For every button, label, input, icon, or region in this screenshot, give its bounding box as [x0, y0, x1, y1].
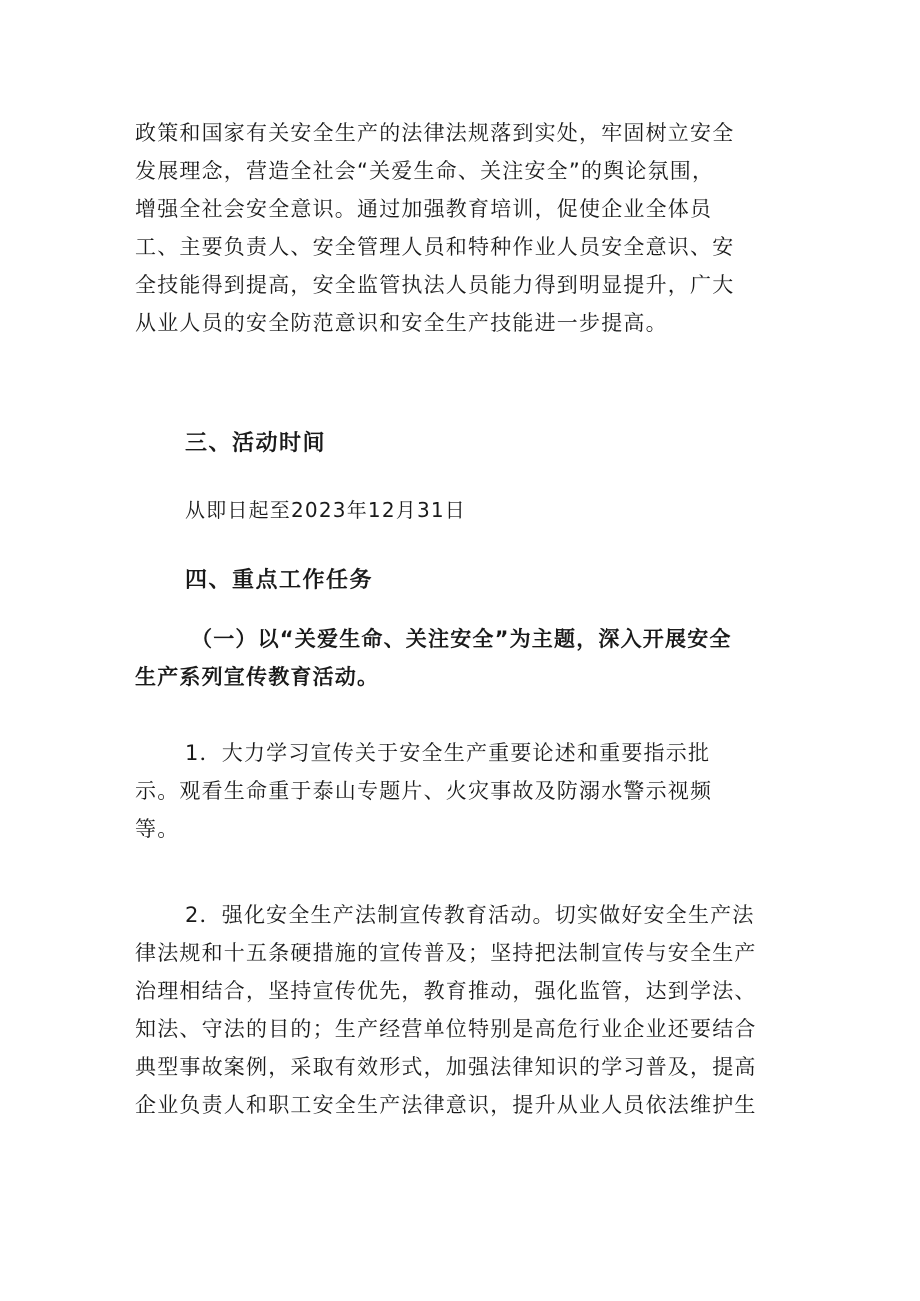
intro-paragraph — [135, 114, 795, 342]
paragraph-line: 知法、守法的目的；生产经营单位特别是高危行业企业还要结合 — [135, 1017, 757, 1041]
paragraph-line: 2．强化安全生产法制宣传教育活动。切实做好安全生产法 — [185, 903, 755, 927]
paragraph-line: 工、主要负责人、安全管理人员和特种作业人员安全意识、安 — [135, 235, 735, 259]
paragraph-line: 1．大力学习宣传关于安全生产重要论述和重要指示批 — [185, 741, 711, 765]
item-two-paragraph — [135, 896, 795, 1124]
section-three-heading: 三、活动时间 — [185, 431, 327, 456]
item-one-paragraph — [135, 734, 795, 848]
paragraph-line: 从业人员的安全防范意识和安全生产技能进一步提高。 — [135, 311, 668, 335]
paragraph-line: 律法规和十五条硬措施的宣传普及；坚持把法制宣传与安全生产 — [135, 941, 757, 965]
paragraph-line: 发展理念，营造全社会“关爱生命、关注安全”的舆论氛围， — [135, 159, 715, 183]
paragraph-line: 增强全社会安全意识。通过加强教育培训，促使企业全体员 — [135, 197, 713, 221]
subheading-line: （一）以“关爱生命、关注安全”为主题，深入开展安全 — [191, 627, 732, 651]
section-four-heading: 四、重点工作任务 — [185, 568, 374, 593]
paragraph-line: 示。观看生命重于泰山专题片、火灾事故及防溺水警示视频 — [135, 779, 713, 803]
paragraph-line: 典型事故案例，采取有效形式，加强法律知识的学习普及，提高 — [135, 1055, 757, 1079]
activity-time-text: 从即日起至2023年12月31日 — [185, 498, 466, 522]
paragraph-line: 全技能得到提高，安全监管执法人员能力得到明显提升，广大 — [135, 273, 735, 297]
subheading-line: 生产系列宣传教育活动。 — [135, 665, 380, 689]
paragraph-line: 治理相结合，坚持宣传优先，教育推动，强化监管，达到学法、 — [135, 979, 757, 1003]
paragraph-line: 政策和国家有关安全生产的法律法规落到实处，牢固树立安全 — [135, 121, 735, 145]
paragraph-line: 企业负责人和职工安全生产法律意识，提升从业人员依法维护生 — [135, 1093, 757, 1117]
paragraph-line: 等。 — [135, 817, 180, 841]
subsection-one-heading — [135, 620, 795, 696]
